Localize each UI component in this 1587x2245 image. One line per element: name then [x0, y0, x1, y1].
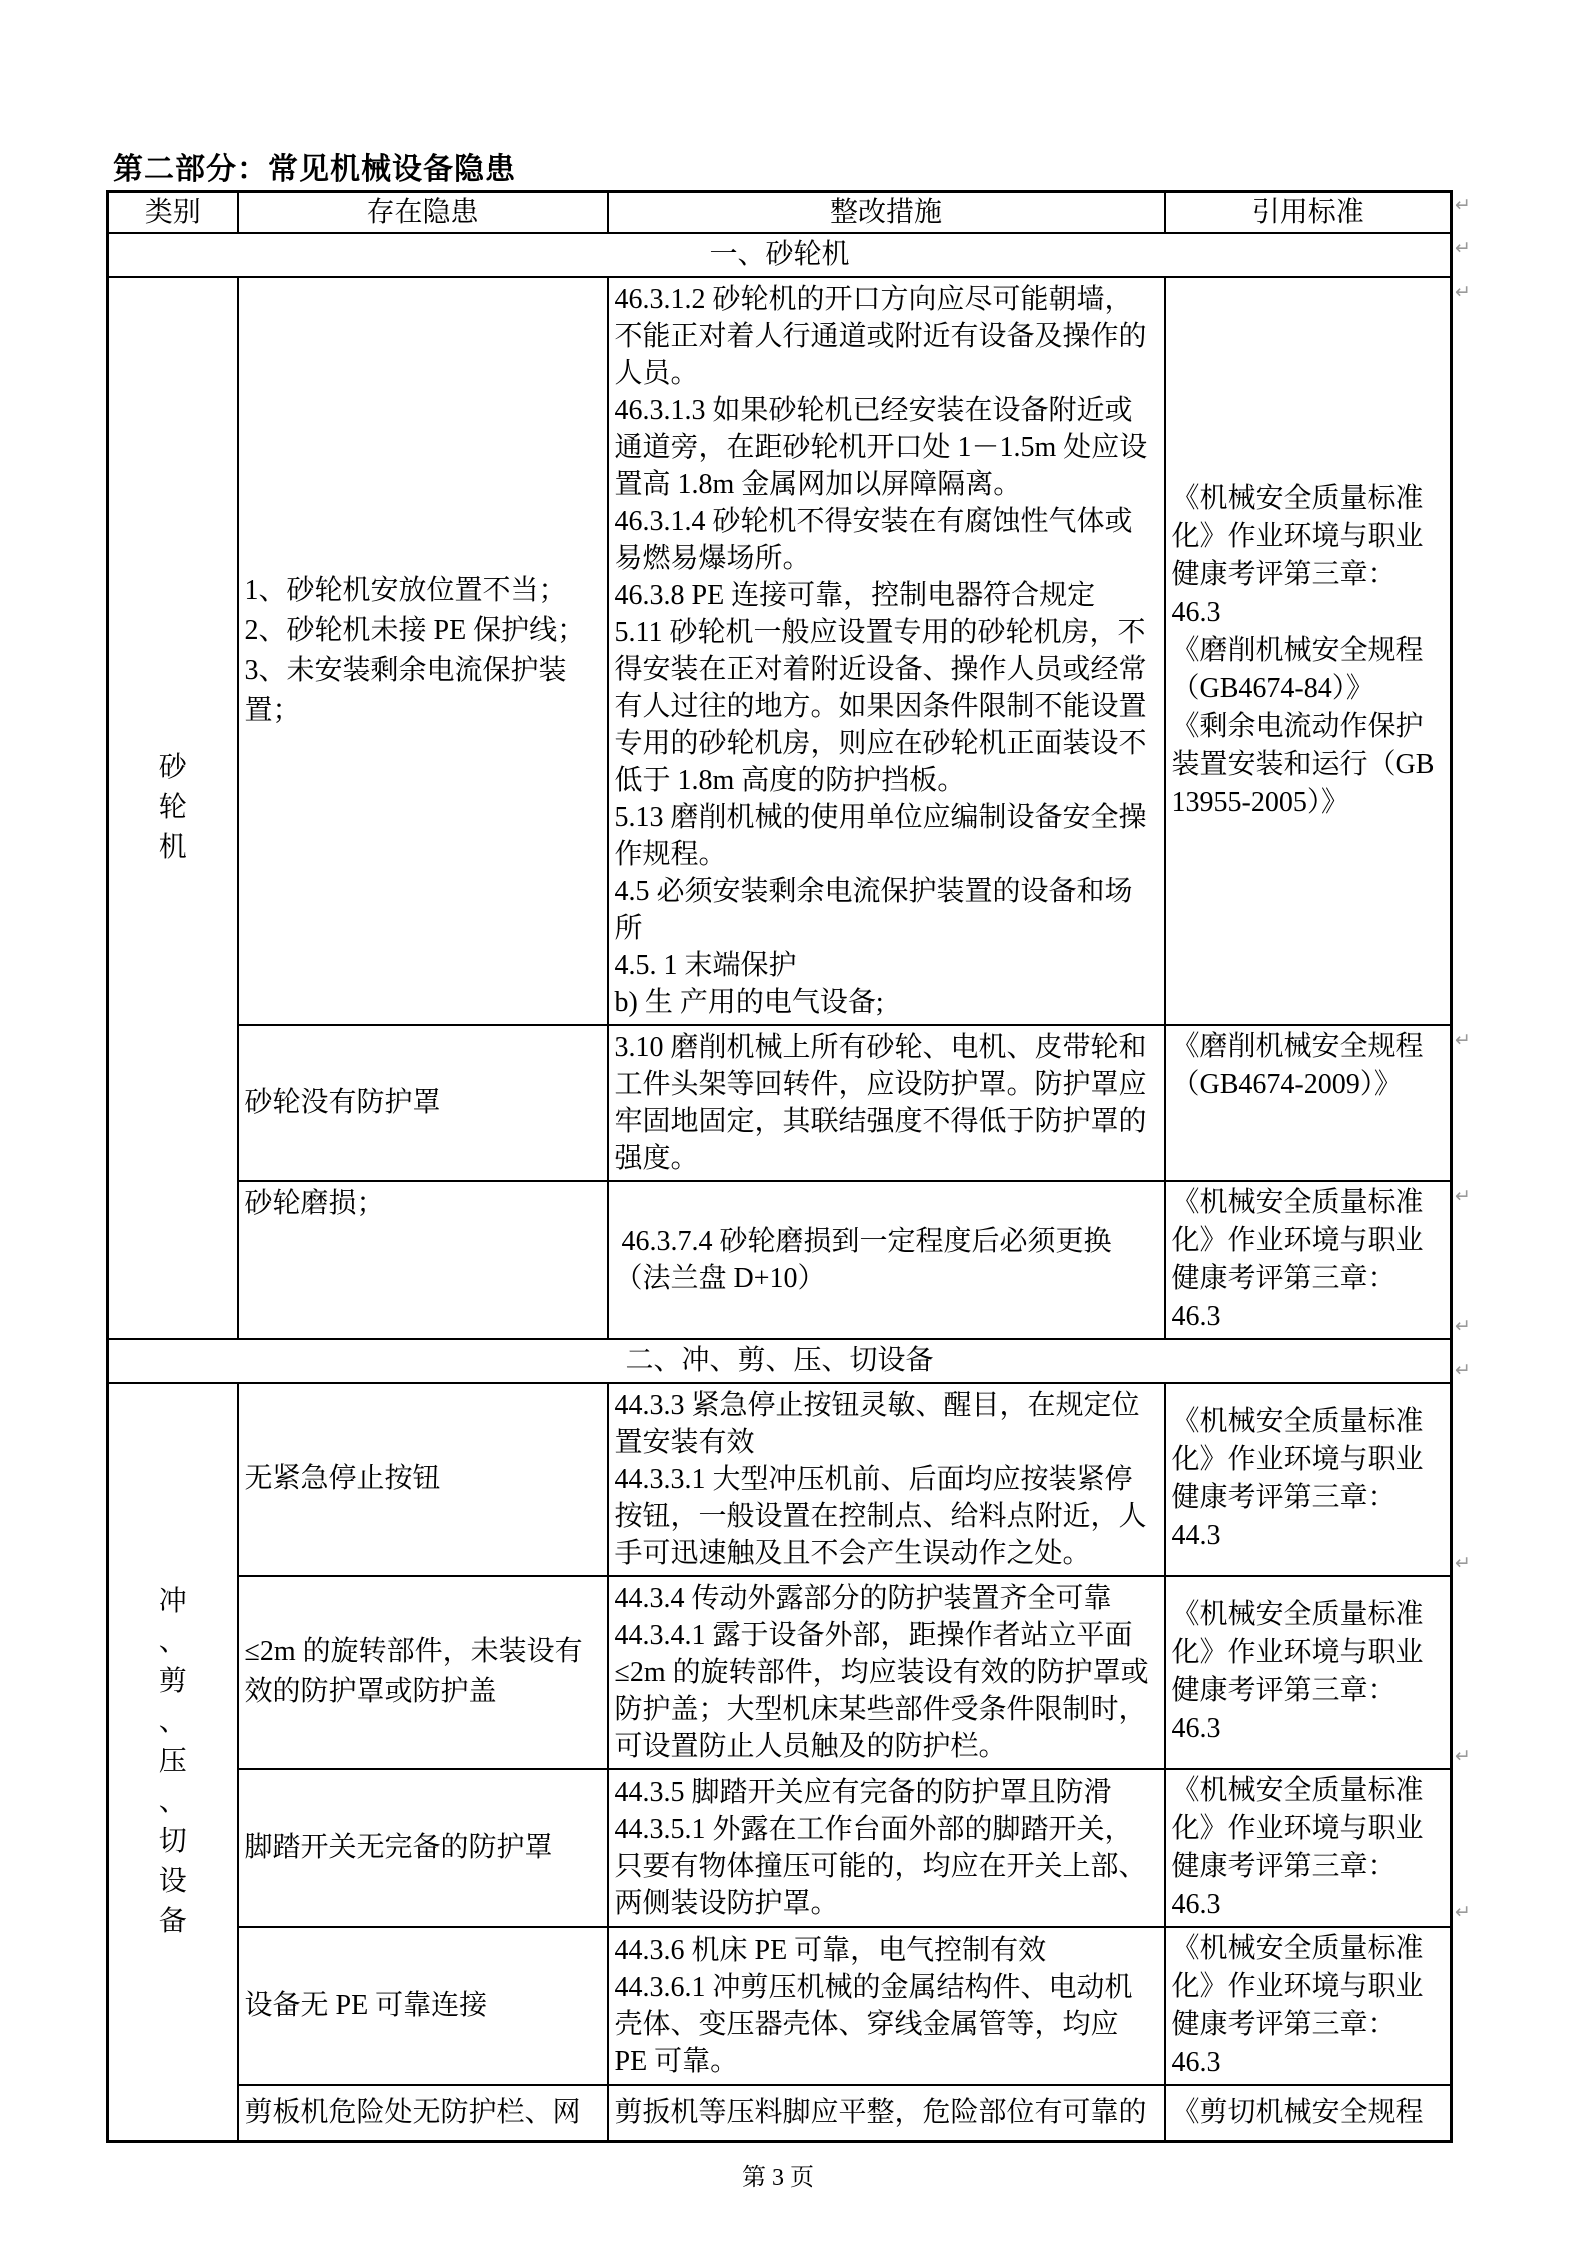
table-row — [108, 1769, 1452, 1927]
hazard-item: ≤2m 的旋转部件，未装设有效的防护罩或防护盖 — [244, 1636, 583, 1707]
measure-paragraph: 46.3.1.3 如果砂轮机已经安装在设备附近或通道旁，在距砂轮机开口处 1－1.5m 处应设置高 1.8m 金属网加以屏障隔离。 — [614, 394, 1148, 500]
measure-paragraph: 44.3.4.1 露于设备外部，距操作者站立平面≤2m 的旋转部件，均应装设有效的防护罩或防护盖；大型机床某些部件受条件限制时，可设置防止人员触及的防护栏。 — [614, 1619, 1149, 1762]
category-char: 备 — [158, 1905, 187, 1937]
hazard-item: 设备无 PE 可靠连接 — [244, 1989, 488, 2021]
category-char: 切 — [158, 1825, 187, 1857]
hazard-cell — [238, 1769, 608, 1927]
category-char: 、 — [158, 1705, 187, 1737]
standards-cell — [1165, 277, 1452, 1025]
measure-paragraph: b) 生 产用的电气设备; — [614, 986, 884, 1018]
measure-paragraph: 46.3.1.4 砂轮机不得安装在有腐蚀性气体或易燃易爆场所。 — [614, 505, 1133, 574]
col-header-hazard: 存在隐患 — [238, 192, 608, 233]
hazard-item: 砂轮没有防护罩 — [244, 1086, 441, 1118]
category-char: 砂 — [158, 751, 187, 783]
table-row — [108, 1383, 1452, 1576]
hazard-cell — [238, 1383, 608, 1576]
hazard-item: 无紧急停止按钮 — [244, 1463, 441, 1494]
measure-paragraph: 4.5 必须安装剩余电流保护装置的设备和场所 — [614, 875, 1133, 944]
return-mark-icon: ↵ — [1455, 1315, 1471, 1337]
standard-reference: 《剩余电流动作保护装置安装和运行（GB 13955-2005）》 — [1171, 710, 1435, 818]
measures-cell — [608, 1383, 1165, 1576]
standards-cell — [1165, 1769, 1452, 1927]
standards-cell — [1165, 1025, 1452, 1181]
measures-cell — [608, 1025, 1165, 1181]
measure-paragraph: 44.3.3 紧急停止按钮灵敏、醒目，在规定位置安装有效 — [614, 1389, 1140, 1458]
page-title: 第二部分：常见机械设备隐患 — [113, 153, 516, 186]
hazard-item: 2、砂轮机未接 PE 保护线； — [244, 614, 586, 646]
measure-paragraph: 46.3.7.4 砂轮磨损到一定程度后必须更换（法兰盘 D+10） — [614, 1225, 1112, 1294]
col-header-category: 类别 — [108, 192, 238, 233]
category-char: 设 — [158, 1865, 187, 1897]
category-char: 剪 — [158, 1665, 187, 1697]
standards-cell — [1165, 1927, 1452, 2085]
col-header-standards: 引用标准 — [1165, 192, 1452, 233]
section-1-heading: 一、砂轮机 — [108, 233, 1452, 277]
hazards-table — [106, 190, 1453, 2143]
table-header-row — [108, 192, 1452, 233]
return-mark-icon: ↵ — [1455, 1745, 1471, 1767]
standard-reference: 《磨削机械安全规程（GB4674-84）》 — [1171, 634, 1424, 704]
return-mark-icon: ↵ — [1455, 1185, 1471, 1207]
measures-cell — [608, 277, 1165, 1025]
measure-paragraph: 剪扳机等压料脚应平整，危险部位有可靠的 — [614, 2097, 1147, 2129]
standards-cell — [1165, 1576, 1452, 1769]
category-char: 冲 — [158, 1585, 187, 1617]
measure-paragraph: 44.3.4 传动外露部分的防护装置齐全可靠 — [614, 1582, 1112, 1614]
hazard-cell — [238, 1576, 608, 1769]
hazard-cell — [238, 1181, 608, 1339]
measure-paragraph: 44.3.6.1 冲剪压机械的金属结构件、电动机壳体、变压器壳体、穿线金属管等，均应 PE 可靠。 — [614, 1971, 1133, 2077]
table-row — [108, 2085, 1452, 2142]
table-row — [108, 1025, 1452, 1181]
hazard-item: 1、砂轮机安放位置不当； — [244, 574, 567, 606]
measures-cell — [608, 1769, 1165, 1927]
category-cell-press-shear — [108, 1383, 238, 2142]
hazard-cell — [238, 1025, 608, 1181]
return-mark-icon: ↵ — [1455, 194, 1471, 216]
return-mark-icon: ↵ — [1455, 281, 1471, 303]
return-mark-icon: ↵ — [1455, 237, 1471, 259]
content-area — [106, 190, 1452, 2192]
category-char: 压 — [158, 1745, 187, 1777]
table-row — [108, 1576, 1452, 1769]
standard-reference: 《机械安全质量标准化》作业环境与职业健康考评第三章：46.3 — [1171, 1932, 1424, 2078]
hazard-cell — [238, 2085, 608, 2142]
standard-reference: 《机械安全质量标准化》作业环境与职业健康考评第三章：46.3 — [1171, 482, 1424, 628]
measures-cell — [608, 1181, 1165, 1339]
standard-reference: 《机械安全质量标准化》作业环境与职业健康考评第三章：46.3 — [1171, 1774, 1424, 1920]
standards-cell — [1165, 2085, 1452, 2142]
return-mark-icon: ↵ — [1455, 1552, 1471, 1574]
section-2-heading: 二、冲、剪、压、切设备 — [108, 1339, 1452, 1383]
hazard-item: 3、未安装剩余电流保护装置； — [244, 654, 567, 726]
measure-paragraph: 5.13 磨削机械的使用单位应编制设备安全操作规程。 — [614, 801, 1147, 870]
category-char: 、 — [158, 1625, 187, 1657]
standards-cell — [1165, 1181, 1452, 1339]
hazard-item: 脚踏开关无完备的防护罩 — [244, 1831, 553, 1863]
measures-cell — [608, 2085, 1165, 2142]
category-cell-grinder — [108, 277, 238, 1339]
measure-paragraph: 44.3.6 机床 PE 可靠，电气控制有效 — [614, 1934, 1047, 1966]
category-char: 机 — [158, 831, 187, 863]
standard-reference: 《机械安全质量标准化》作业环境与职业健康考评第三章：46.3 — [1171, 1599, 1424, 1744]
hazard-cell — [238, 1927, 608, 2085]
hazard-cell — [238, 277, 608, 1025]
return-mark-icon: ↵ — [1455, 1359, 1471, 1381]
measure-paragraph: 5.11 砂轮机一般应设置专用的砂轮机房，不得安装在正对着附近设备、操作人员或经常有人过往的地方。如果因条件限制不能设置专用的砂轮机房，则应在砂轮机正面装设不低于 1.8m 高度的防护挡板。 — [614, 616, 1147, 796]
measure-paragraph: 46.3.1.2 砂轮机的开口方向应尽可能朝墙，不能正对着人行通道或附近有设备及操作的人员。 — [614, 283, 1147, 389]
table-row — [108, 1181, 1452, 1339]
section-heading-row — [108, 1339, 1452, 1383]
measure-paragraph: 3.10 磨削机械上所有砂轮、电机、皮带轮和工件头架等回转件，应设防护罩。防护罩应牢固地固定，其联结强度不得低于防护罩的强度。 — [614, 1031, 1147, 1174]
col-header-measures: 整改措施 — [608, 192, 1165, 233]
measure-paragraph: 44.3.5 脚踏开关应有完备的防护罩且防滑 — [614, 1776, 1112, 1808]
standards-cell — [1165, 1383, 1452, 1576]
category-char: 、 — [158, 1785, 187, 1817]
measure-paragraph: 44.3.5.1 外露在工作台面外部的脚踏开关，只要有物体撞压可能的，均应在开关上部、两侧装设防护罩。 — [614, 1813, 1147, 1919]
measures-cell — [608, 1927, 1165, 2085]
standard-reference: 《磨削机械安全规程（GB4674-2009）》 — [1171, 1030, 1424, 1100]
measure-paragraph: 46.3.8 PE 连接可靠，控制电器符合规定 — [614, 579, 1096, 611]
section-heading-row — [108, 233, 1452, 277]
standard-reference: 《机械安全质量标准化》作业环境与职业健康考评第三章：44.3 — [1171, 1406, 1424, 1551]
table-row — [108, 277, 1452, 1025]
table-row — [108, 1927, 1452, 2085]
measure-paragraph: 4.5. 1 末端保护 — [614, 949, 797, 981]
return-mark-icon: ↵ — [1455, 1029, 1471, 1051]
measure-paragraph: 44.3.3.1 大型冲压机前、后面均应按装紧停按钮，一般设置在控制点、给料点附近，人手可迅速触及且不会产生误动作之处。 — [614, 1463, 1147, 1569]
hazard-item: 砂轮磨损； — [244, 1187, 385, 1219]
measures-cell — [608, 1576, 1165, 1769]
page-number: 第 3 页 — [742, 2165, 814, 2191]
standard-reference: 《机械安全质量标准化》作业环境与职业健康考评第三章：46.3 — [1171, 1186, 1424, 1332]
return-mark-icon: ↵ — [1455, 1901, 1471, 1923]
standard-reference: 《剪切机械安全规程 — [1171, 2096, 1424, 2128]
category-char: 轮 — [158, 791, 187, 823]
hazard-item: 剪板机危险处无防护栏、网 — [244, 2096, 581, 2128]
